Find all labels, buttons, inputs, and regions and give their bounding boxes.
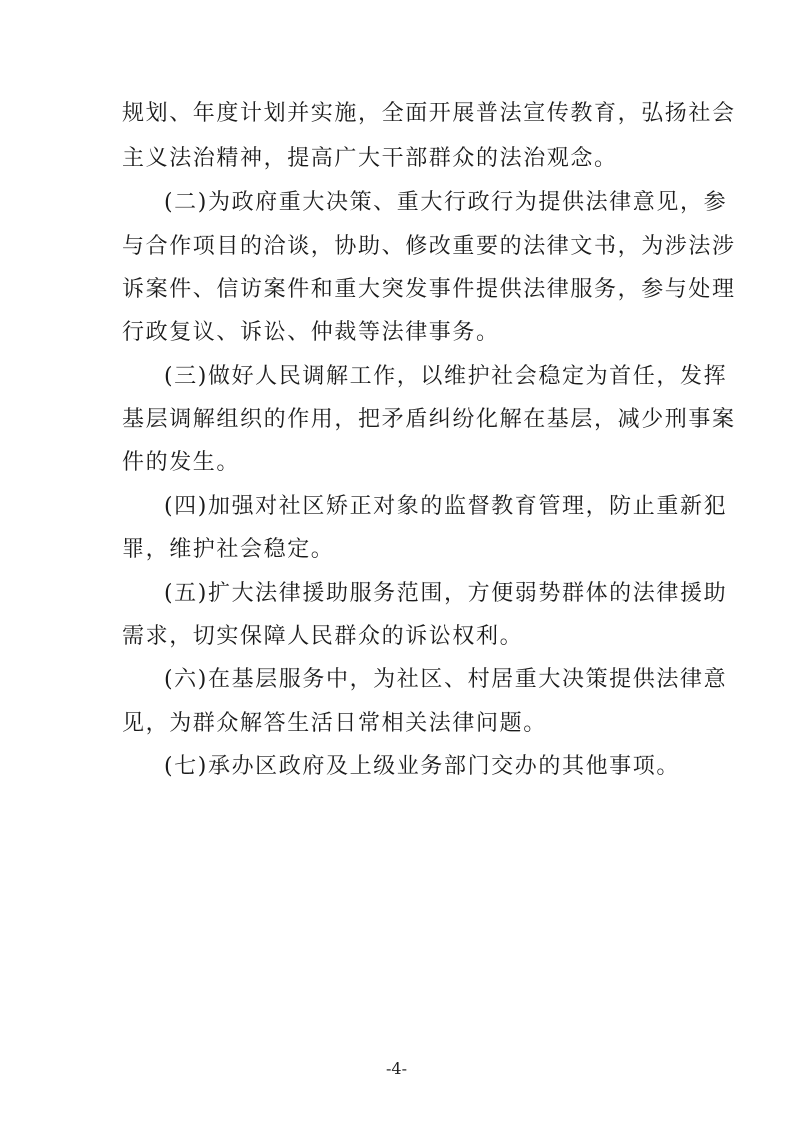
- text-line: 诉案件、信访案件和重大突发事件提供法律服务，参与处理: [122, 277, 736, 302]
- paragraph-7-start: (七)承办区政府及上级业务部门交办的其他事项。: [164, 754, 680, 779]
- paragraph-2-start: (二)为政府重大决策、重大行政行为提供法律意见，参: [164, 190, 728, 215]
- page-number: -4-: [386, 1059, 407, 1078]
- paragraph-6-start: (六)在基层服务中，为社区、村居重大决策提供法律意: [164, 667, 728, 692]
- paragraph-4-start: (四)加强对社区矫正对象的监督教育管理，防止重新犯: [164, 494, 728, 519]
- text-line: 基层调解组织的作用，把矛盾纠纷化解在基层，减少刑事案: [122, 407, 736, 432]
- text-line: 见，为群众解答生活日常相关法律问题。: [122, 711, 547, 736]
- text-line: 件的发生。: [122, 450, 241, 475]
- text-line: 主义法治精神，提高广大干部群众的法治观念。: [122, 146, 618, 171]
- text-line: 与合作项目的洽谈，协助、修改重要的法律文书，为涉法涉: [122, 234, 736, 259]
- text-line: 需求，切实保障人民群众的诉讼权利。: [122, 624, 524, 649]
- text-line: 行政复议、诉讼、仲裁等法律事务。: [122, 320, 500, 345]
- text-line: 罪，维护社会稳定。: [122, 537, 335, 562]
- text-line: 规划、年度计划并实施，全面开展普法宣传教育，弘扬社会: [122, 101, 736, 126]
- paragraph-5-start: (五)扩大法律援助服务范围，方便弱势群体的法律援助: [164, 581, 728, 606]
- paragraph-3-start: (三)做好人民调解工作，以维护社会稳定为首任，发挥: [164, 364, 728, 389]
